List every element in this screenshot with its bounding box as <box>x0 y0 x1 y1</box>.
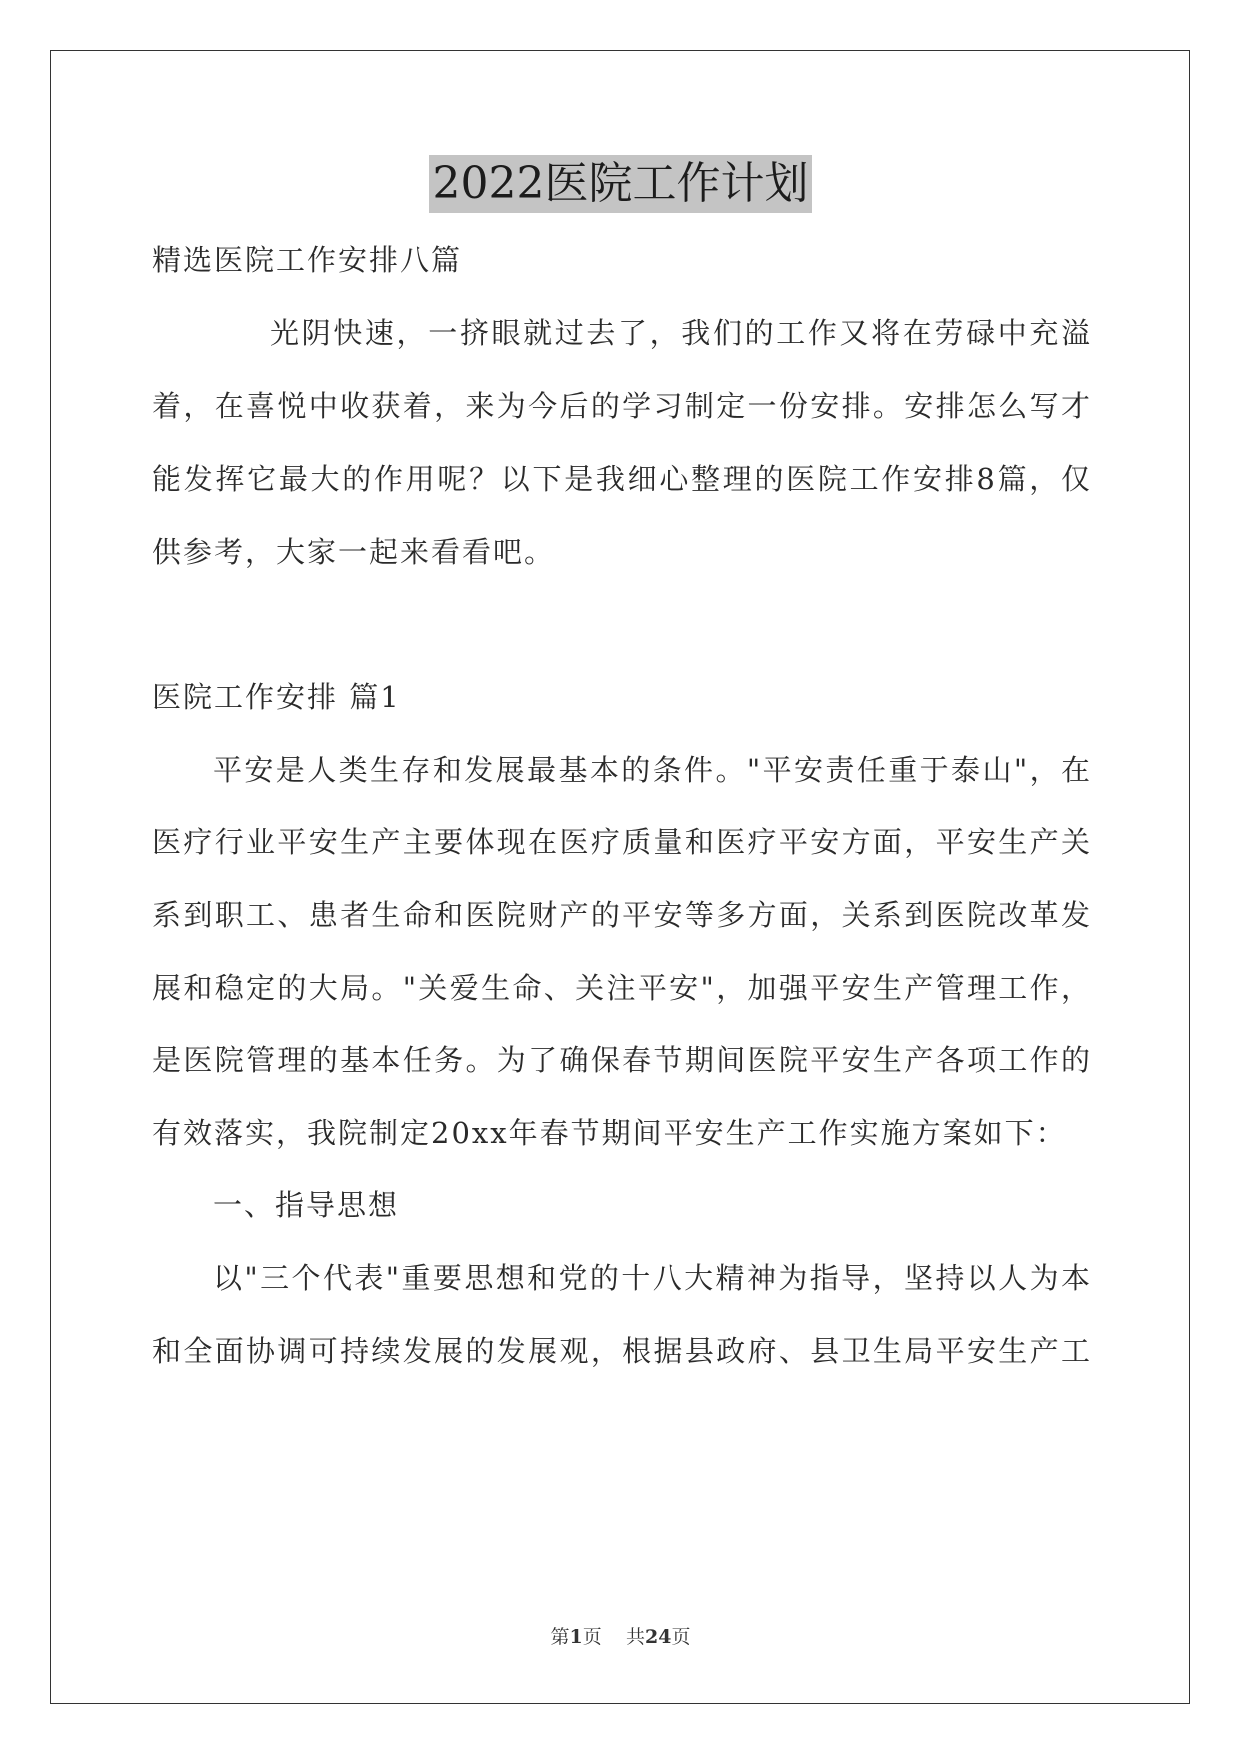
intro-line-2: 着，在喜悦中收获着，来为今后的学习制定一份安排。安排怎么写才 <box>152 389 1092 423</box>
section-line-3: 系到职工、患者生命和医院财产的平安等多方面，关系到医院改革发 <box>152 898 1092 932</box>
section-heading: 医院工作安排 篇1 <box>152 680 401 714</box>
footer-total-suffix: 页 <box>671 1626 691 1648</box>
section-line-9: 和全面协调可持续发展的发展观，根据县政府、县卫生局平安生产工 <box>152 1334 1092 1368</box>
page-border <box>50 50 1190 1704</box>
intro-line-1: 光阴快速，一挤眼就过去了，我们的工作又将在劳碌中充溢 <box>270 316 1092 350</box>
section-line-4: 展和稳定的大局。"关爱生命、关注平安"，加强平安生产管理工作， <box>152 971 1092 1005</box>
footer-page-number: 1 <box>569 1626 583 1648</box>
section-line-5: 是医院管理的基本任务。为了确保春节期间医院平安生产各项工作的 <box>152 1043 1092 1077</box>
document-subtitle: 精选医院工作安排八篇 <box>152 243 463 277</box>
section-line-2: 医疗行业平安生产主要体现在医疗质量和医疗平安方面，平安生产关 <box>152 825 1092 859</box>
intro-line-4: 供参考，大家一起来看看吧。 <box>152 535 556 569</box>
footer-total-pages: 24 <box>644 1626 672 1648</box>
intro-line-3: 能发挥它最大的作用呢？以下是我细心整理的医院工作安排8篇，仅 <box>152 462 1092 496</box>
section-line-8: 以"三个代表"重要思想和党的十八大精神为指导，坚持以人为本 <box>213 1261 1092 1295</box>
title-wrap <box>0 155 1241 213</box>
footer-page-prefix: 第 <box>550 1626 570 1648</box>
page-footer <box>0 1624 1241 1650</box>
section-line-1: 平安是人类生存和发展最基本的条件。"平安责任重于泰山"，在 <box>213 753 1092 787</box>
footer-total-prefix: 共 <box>625 1626 645 1648</box>
footer-page-suffix: 页 <box>582 1626 602 1648</box>
document-title: 2022医院工作计划 <box>429 155 813 213</box>
section-line-6: 有效落实，我院制定20xx年春节期间平安生产工作实施方案如下： <box>152 1116 1067 1150</box>
section-line-7: 一、指导思想 <box>213 1188 400 1222</box>
